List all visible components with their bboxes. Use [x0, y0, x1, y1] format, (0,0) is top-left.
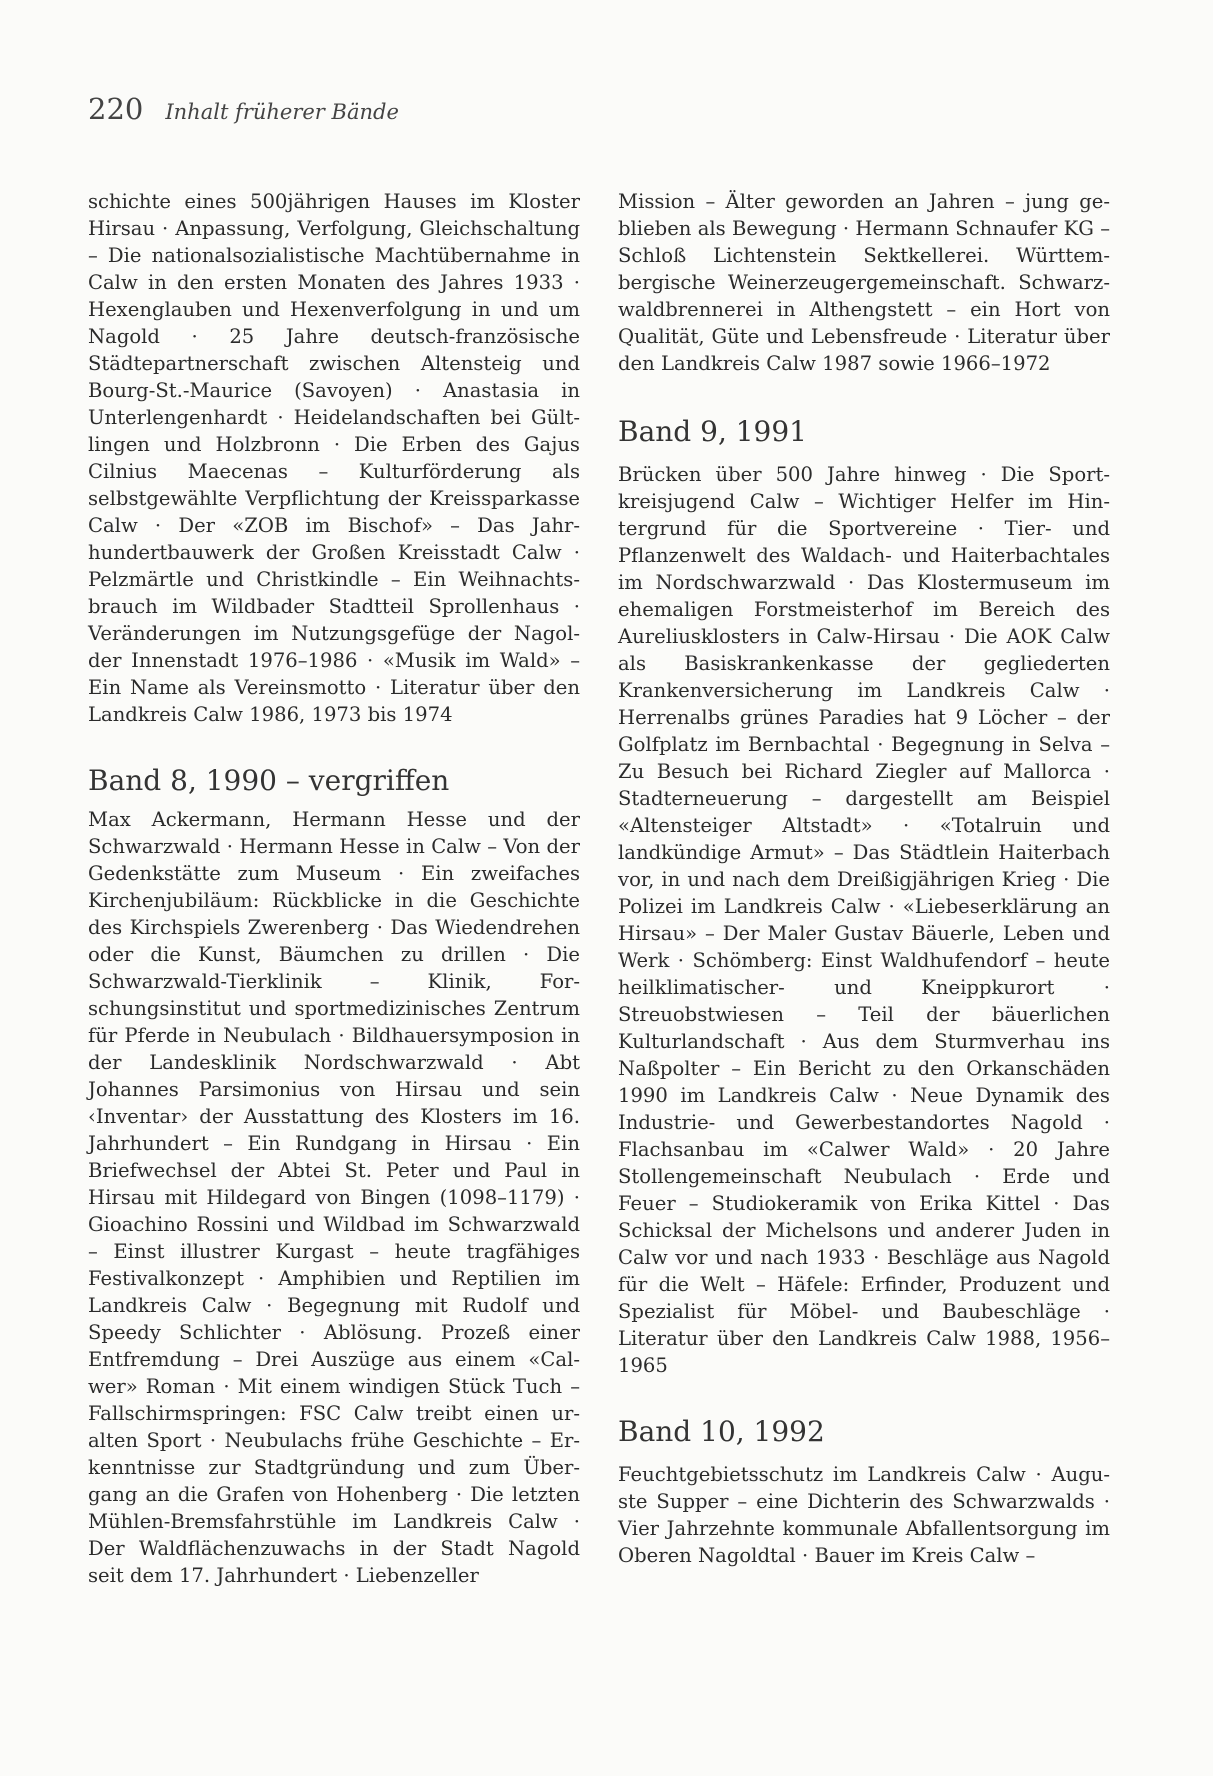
page-number: 220: [88, 92, 144, 126]
continued-entry-text-right: Mission – Älter geworden an Jahren – jung geblieben als Bewegung · Hermann Schnaufer KG – Schloß Lichtenstein Sektkellerei. Württembergische Weinerzeugergemeinschaft. Schwarzwaldbrennerei in Althengstett – ein Hort von Qualität, Güte und Lebensfreude · Literatur über den Landkreis Calw 1987 sowie 1966–1972: [618, 190, 1110, 375]
running-head: Inhalt früherer Bände: [165, 100, 399, 124]
band-9-contents: Brücken über 500 Jahre hinweg · Die Sportkreisjugend Calw – Wichtiger Helfer im Hintergrund für die Sportvereine · Tier- und Pflanzenwelt des Waldach- und Haiterbachtales im Nordschwarzwald · Das Klostermuseum im ehemaligen Forstmeisterhof im Bereich des Aureliusklosters in Calw-Hirsau · Die AOK Calw als Basiskrankenkasse der gegliederten Krankenversicherung im Landkreis Calw · Herrenalbs grünes Paradies hat 9 Löcher – der Golfplatz im Bernbachtal · Begegnung in Selva – Zu Besuch bei Richard Ziegler auf Mallorca · Stadterneuerung – dargestellt am Beispiel «Altensteiger Altstadt» · «Totalruin und landkündige Armut» – Das Städtlein Haiterbach vor, in und nach dem Dreißigjährigen Krieg · Die Polizei im Landkreis Calw · «Liebeserklärung an Hirsau» – Der Maler Gustav Bäuerle, Leben und Werk · Schömberg: Einst Waldhufendorf – heute heilklimatischer- und Kneippkurort · Streuobstwiesen – Teil der bäuerlichen Kulturlandschaft · Aus dem Sturmverhau ins Naßpolter – Ein Bericht zu den Orkanschäden 1990 im Landkreis Calw · Neue Dynamik des Industrie- und Gewerbestandortes Nagold · Flachsanbau im «Calwer Wald» · 20 Jahre Stollengemeinschaft Neubulach · Erde und Feuer – Studiokeramik von Erika Kittel · Das Schicksal der Michelsons und anderer Juden in Calw vor und nach 1933 · Beschläge aus Nagold für die Welt – Häfele: Erfinder, Produzent und Spezialist für Möbel- und Baubeschläge · Literatur über den Landkreis Calw 1988, 1956–1965: [618, 463, 1110, 1377]
band-9-heading: Band 9, 1991: [618, 415, 807, 448]
page-header: [88, 92, 399, 126]
band-8-heading: Band 8, 1990 – vergriffen: [88, 764, 450, 797]
left-column: [88, 188, 580, 1589]
band-10-heading: Band 10, 1992: [618, 1415, 825, 1448]
band-8-contents: Max Ackermann, Hermann Hesse und der Schwarzwald · Hermann Hesse in Calw – Von der Gedenkstätte zum Museum · Ein zweifaches Kirchenjubiläum: Rückblicke in die Geschichte des Kirchspiels Zwerenberg · Das Wiedendrehen oder die Kunst, Bäumchen zu drillen · Die Schwarzwald-Tierklinik – Klinik, Forschungsinstitut und sportmedizinisches Zentrum für Pferde in Neubulach · Bildhauersymposion in der Landesklinik Nordschwarzwald · Abt Johannes Parsimonius von Hirsau und sein ‹Inventar› der Ausstattung des Klosters im 16. Jahrhundert – Ein Rundgang in Hirsau · Ein Briefwechsel der Abtei St. Peter und Paul in Hirsau mit Hildegard von Bingen (1098–1179) · Gioachino Rossini und Wildbad im Schwarzwald – Einst illustrer Kurgast – heute tragfähiges Festivalkonzept · Amphibien und Reptilien im Landkreis Calw · Begegnung mit Rudolf und Speedy Schlichter · Ablösung. Prozeß einer Entfremdung – Drei Auszüge aus einem «Calwer» Roman · Mit einem windigen Stück Tuch – Fallschirmspringen: FSC Calw treibt einen uralten Sport · Neubulachs frühe Geschichte – Erkenntnisse zur Stadtgründung und zum Übergang an die Grafen von Hohenberg · Die letzten Mühlen-Bremsfahrstühle im Landkreis Calw · Der Waldflächenzuwachs in der Stadt Nagold seit dem 17. Jahrhundert · Liebenzeller: [88, 808, 580, 1587]
right-column: [618, 188, 1110, 1569]
band-10-contents: Feuchtgebietsschutz im Landkreis Calw · Auguste Supper – eine Dichterin des Schwarzwalds · Vier Jahrzehnte kommunale Abfallentsorgung im Oberen Nagoldtal · Bauer im Kreis Calw –: [618, 1463, 1110, 1567]
continued-entry-text: schichte eines 500jährigen Hauses im Kloster Hirsau · Anpassung, Verfolgung, Gleichschaltung – Die nationalsozialistische Machtübernahme in Calw in den ersten Monaten des Jahres 1933 · Hexenglauben und Hexenverfolgung in und um Nagold · 25 Jahre deutsch-französische Städtepartnerschaft zwischen Altensteig und Bourg-St.-Maurice (Savoyen) · Anastasia in Unterlengenhardt · Heidelandschaften bei Gültlingen und Holzbronn · Die Erben des Gajus Cilnius Maecenas – Kulturförderung als selbstgewählte Verpflichtung der Kreissparkasse Calw · Der «ZOB im Bischof» – Das Jahrhundertbauwerk der Großen Kreisstadt Calw · Pelzmärtle und Christkindle – Ein Weihnachtsbrauch im Wildbader Stadtteil Sprollenhaus · Veränderungen im Nutzungsgefüge der Nagolder Innenstadt 1976–1986 · «Musik im Wald» – Ein Name als Vereinsmotto · Literatur über den Landkreis Calw 1986, 1973 bis 1974: [88, 190, 580, 726]
